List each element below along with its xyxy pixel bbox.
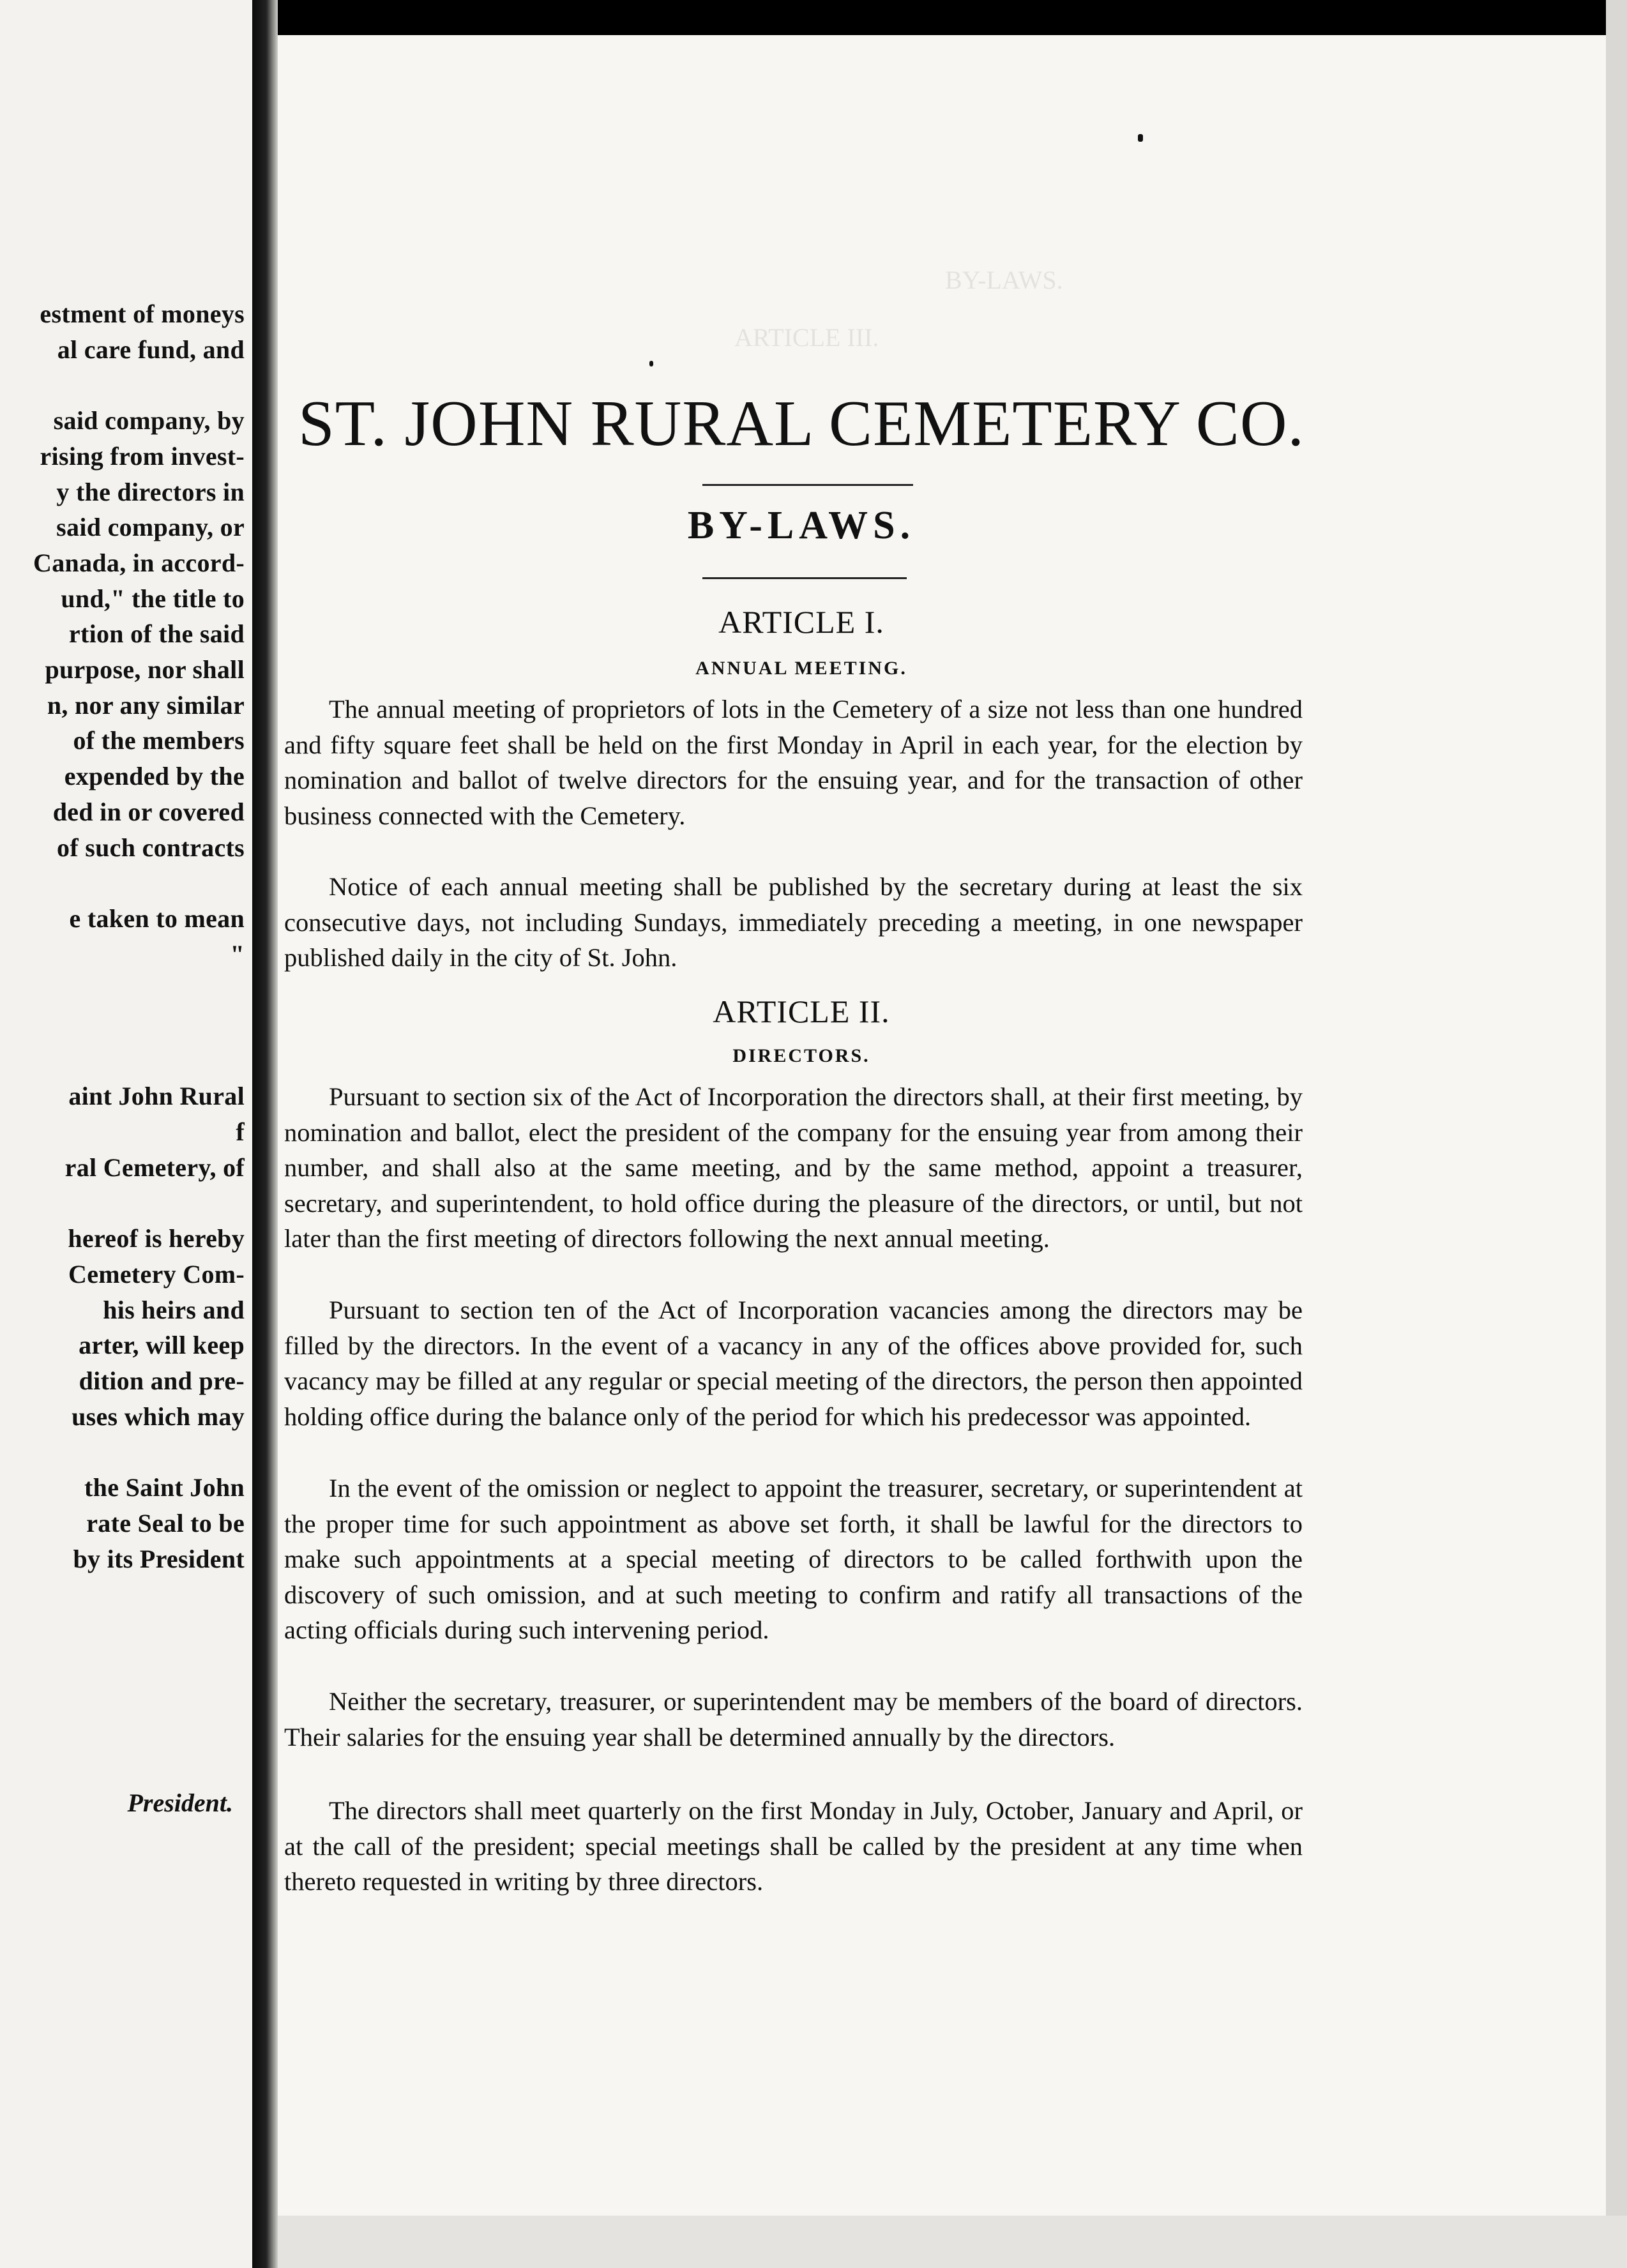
facing-page-line: of such contracts bbox=[57, 833, 245, 862]
title-rule bbox=[702, 484, 913, 486]
ink-speck bbox=[649, 361, 653, 367]
article-1-paragraph: Notice of each annual meeting shall be published by the secretary during at least the six consecutive days, not including Sundays, immediately preceding a meeting, in one newspaper published daily in the city of St. John. bbox=[284, 872, 1303, 972]
facing-page-line: aint John Rural bbox=[68, 1082, 245, 1111]
facing-page-line: rtion of the said bbox=[68, 619, 245, 649]
facing-page-line: arter, will keep bbox=[79, 1331, 245, 1360]
article-2-paragraph: The directors shall meet quarterly on the first Monday in July, October, January and April, or at the call of the president; special meetings shall be called by the president at any time when thereto requested in writing by three directors. bbox=[284, 1796, 1303, 1896]
facing-page-line: hereof is hereby bbox=[68, 1224, 245, 1253]
facing-page-line: said company, or bbox=[56, 513, 245, 542]
article-2-paragraph: Pursuant to section six of the Act of Incorporation the directors shall, at their first meeting, by nomination and ballot, elect the president of the company for the ensuing year from among their number, and shall also at the same meeting, and by the same method, appoint a treasurer, secretary, and superintendent, to hold office during the pleasure of the directors, or until, but not later than the first meeting of directors following the next annual meeting. bbox=[284, 1082, 1303, 1253]
facing-page-line: by its President bbox=[73, 1544, 245, 1573]
bleed-through-text: ARTICLE III. bbox=[734, 323, 879, 352]
company-title: ST. JOHN RURAL CEMETERY CO. bbox=[298, 388, 1305, 460]
page-edge bbox=[1606, 0, 1627, 2268]
facing-page-fragment bbox=[0, 0, 252, 2268]
facing-page-line: expended by the bbox=[64, 762, 245, 791]
facing-page-line: rate Seal to be bbox=[86, 1508, 245, 1538]
facing-page-line: " bbox=[230, 939, 245, 969]
facing-page-line: y the directors in bbox=[56, 477, 245, 506]
facing-page-line: purpose, nor shall bbox=[45, 655, 245, 684]
facing-page-line: Cemetery Com- bbox=[68, 1259, 245, 1289]
facing-page-line: e taken to mean bbox=[69, 903, 245, 933]
article-1-subtitle: ANNUAL MEETING. bbox=[695, 658, 907, 679]
book-gutter bbox=[252, 0, 278, 2268]
facing-page-line: ral Cemetery, of bbox=[64, 1153, 245, 1182]
facing-page-line: rising from invest- bbox=[40, 441, 245, 471]
article-2-paragraph: In the event of the omission or neglect to appoint the treasurer, secretary, or superintendent at the proper time for such appointment as above set forth, it shall be lawful for the directors to make such appointments at a special meeting of directors to be called forthwith upon the discovery of such omission, and at such meeting to confirm and ratify all transactions of the acting officials during such intervening period. bbox=[284, 1474, 1303, 1644]
facing-page-line: al care fund, and bbox=[57, 335, 245, 364]
facing-page-line: und," the title to bbox=[61, 584, 245, 613]
ink-speck bbox=[1138, 134, 1143, 142]
facing-page-line: said company, by bbox=[53, 406, 245, 435]
bleed-through-text: BY-LAWS. bbox=[945, 266, 1063, 294]
facing-page-line: uses which may bbox=[72, 1402, 245, 1431]
facing-page-line: n, nor any similar bbox=[47, 690, 245, 720]
article-2-paragraph: Pursuant to section ten of the Act of Incorporation vacancies among the directors may be filled by the directors. In the event of a vacancy in any of the offices above provided for, such vacancy may be filled at any regular or special meeting of the directors, the person then appointed holding office during the balance only of the period for which his predecessor was appointed. bbox=[284, 1296, 1303, 1431]
facing-page-line: his heirs and bbox=[103, 1295, 245, 1324]
facing-page-line: f bbox=[236, 1117, 245, 1147]
article-1-title: ARTICLE I. bbox=[718, 604, 884, 640]
heading-rule bbox=[702, 577, 907, 579]
facing-page-line: of the members bbox=[73, 726, 245, 755]
facing-page-line: Canada, in accord- bbox=[33, 548, 245, 577]
facing-page-line: ded in or covered bbox=[52, 797, 245, 826]
bylaws-heading: BY-LAWS. bbox=[687, 504, 916, 547]
facing-page-line: dition and pre- bbox=[79, 1366, 245, 1395]
article-1-paragraph: The annual meeting of proprietors of lots in the Cemetery of a size not less than one hundred and fifty square feet shall be held on the first Monday in April in each year, for the election by nomination and ballot of twelve directors for the ensuing year, and for the transaction of other business connected with the Cemetery. bbox=[284, 695, 1303, 830]
page-bottom-margin bbox=[278, 2216, 1627, 2268]
article-2-title: ARTICLE II. bbox=[713, 994, 890, 1029]
article-2-subtitle: DIRECTORS. bbox=[732, 1045, 870, 1066]
facing-page-line: estment of moneys bbox=[40, 299, 245, 328]
signature-label: President. bbox=[127, 1788, 233, 1817]
article-2-paragraph: Neither the secretary, treasurer, or superintendent may be members of the board of directors. Their salaries for the ensuing year shall be determined annually by the directors. bbox=[284, 1687, 1303, 1751]
facing-page-line: the Saint John bbox=[84, 1473, 245, 1502]
